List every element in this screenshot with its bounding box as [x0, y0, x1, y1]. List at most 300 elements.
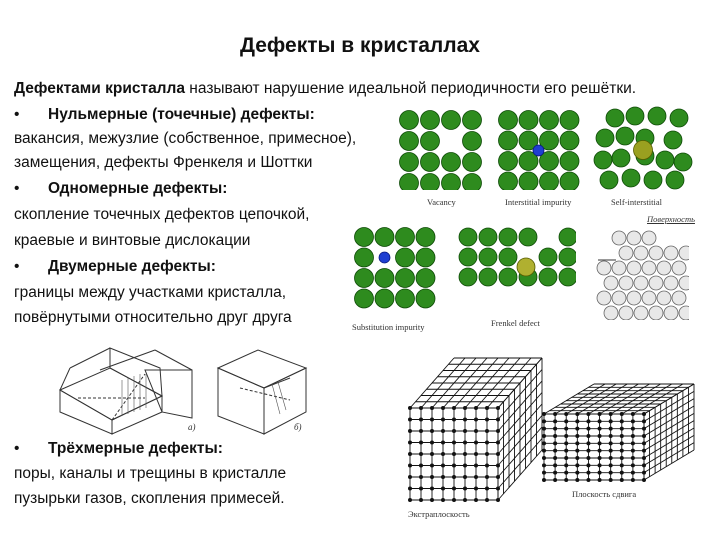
section-1-line-0: скопление точечных дефектов цепочкой, [14, 206, 310, 223]
lattice-node [463, 406, 467, 410]
lattice-node [620, 463, 624, 467]
lattice-node [564, 441, 568, 445]
atom [600, 171, 618, 189]
section-0-heading: • Нульмерные (точечные) дефекты: [14, 106, 315, 123]
lattice-node [553, 427, 557, 431]
lattice-node [430, 418, 434, 422]
lattice-node [474, 418, 478, 422]
lattice-node [485, 487, 489, 491]
atom [540, 111, 559, 130]
lattice-node [430, 498, 434, 502]
lattice-node [553, 412, 557, 416]
surface-atom [664, 306, 678, 320]
surface-atom [657, 291, 671, 305]
atom [421, 153, 440, 172]
surface-figure [594, 220, 689, 320]
lattice-node [586, 463, 590, 467]
atom [648, 107, 666, 125]
lattice-node [441, 441, 445, 445]
lattice-node [452, 429, 456, 433]
surface-atom [642, 291, 656, 305]
lattice-node [564, 434, 568, 438]
lattice-node [452, 406, 456, 410]
atom [396, 289, 415, 308]
lattice-node [496, 498, 500, 502]
lattice-node [474, 406, 478, 410]
surface-atom [657, 261, 671, 275]
atom [664, 131, 682, 149]
lattice-node [598, 427, 602, 431]
lattice-node [642, 419, 646, 423]
atom [499, 152, 518, 171]
lattice-node [408, 464, 412, 468]
lattice-node [496, 452, 500, 456]
lattice-node [598, 441, 602, 445]
surface-atom [604, 306, 618, 320]
lattice-node [419, 464, 423, 468]
surface-atom [597, 261, 611, 275]
lattice-node [463, 418, 467, 422]
lattice-node [631, 427, 635, 431]
surface-atom [597, 291, 611, 305]
lattice-node [474, 498, 478, 502]
lattice-node [642, 427, 646, 431]
lattice-node [408, 475, 412, 479]
section-3-line-1: пузырьки газов, скопления примесей. [14, 490, 285, 507]
intro-rest: называют нарушение идеальной периодичности его решётки. [185, 80, 637, 97]
lattice-node [586, 449, 590, 453]
lattice-node [463, 429, 467, 433]
lattice-node [419, 429, 423, 433]
lattice-node [463, 464, 467, 468]
lattice-node [620, 434, 624, 438]
atom [459, 268, 477, 286]
atom [519, 228, 537, 246]
section-1-line-1: краевые и винтовые дислокации [14, 232, 251, 249]
atom [463, 132, 482, 151]
atom [622, 169, 640, 187]
atom [421, 132, 440, 151]
lattice-node [542, 427, 546, 431]
lattice-node [474, 487, 478, 491]
lattice-node [609, 441, 613, 445]
atom [355, 289, 374, 308]
atom [479, 268, 497, 286]
lattice-node [485, 429, 489, 433]
lattice-node [564, 449, 568, 453]
lattice-node [642, 456, 646, 460]
atom [416, 269, 435, 288]
caption-vacancy: Vacancy [427, 197, 456, 207]
lattice-node [441, 406, 445, 410]
lattice-node [485, 418, 489, 422]
surface-atom [627, 261, 641, 275]
atom [375, 269, 394, 288]
lattice-node [564, 463, 568, 467]
surface-atom [604, 276, 618, 290]
lattice-node [609, 412, 613, 416]
lattice-node [575, 434, 579, 438]
lattice-node [485, 475, 489, 479]
atom [499, 268, 517, 286]
lattice-node [463, 441, 467, 445]
surface-atom [627, 231, 641, 245]
lattice-node [485, 441, 489, 445]
lattice-node [441, 429, 445, 433]
lattice-node [631, 478, 635, 482]
grid-line [588, 384, 638, 414]
grid-line [644, 450, 694, 480]
lattice-node [609, 463, 613, 467]
lattice-node [441, 452, 445, 456]
atom [499, 248, 517, 266]
edge-dislocation-cube [398, 350, 548, 510]
lattice-node [564, 412, 568, 416]
lattice-node [542, 419, 546, 423]
section-3-heading: • Трёхмерные дефекты: [14, 440, 223, 457]
grid-line [644, 413, 694, 443]
atom [539, 268, 557, 286]
lattice-node [631, 471, 635, 475]
lattice-node [542, 449, 546, 453]
lattice-node [441, 487, 445, 491]
lattice-node [542, 463, 546, 467]
atom [539, 248, 557, 266]
atom [400, 174, 419, 191]
caption-frenkel: Frenkel defect [491, 318, 540, 328]
lattice-node [441, 475, 445, 479]
lattice-node [474, 441, 478, 445]
lattice-node [620, 427, 624, 431]
atom [670, 109, 688, 127]
lattice-node [430, 429, 434, 433]
atom [606, 109, 624, 127]
lattice-node [609, 449, 613, 453]
lattice-node [463, 498, 467, 502]
atom [375, 228, 394, 247]
atom [499, 228, 517, 246]
lattice-node [631, 419, 635, 423]
atom [400, 111, 419, 130]
frenkel-lattice [456, 227, 576, 287]
interstitial-impurity-lattice [498, 110, 580, 190]
lattice-node [419, 475, 423, 479]
lattice-node [553, 449, 557, 453]
atom [442, 111, 461, 130]
atom [666, 171, 684, 189]
grid-line [644, 421, 694, 451]
lattice-node [586, 434, 590, 438]
surface-atom [649, 276, 663, 290]
lattice-node [463, 475, 467, 479]
atom [626, 107, 644, 125]
atom [540, 172, 559, 190]
lattice-node [631, 463, 635, 467]
lattice-node [598, 419, 602, 423]
lattice-node [542, 441, 546, 445]
caption-extra-plane: Экстраплоскость [408, 509, 470, 519]
lattice-node [485, 498, 489, 502]
lattice-node [586, 419, 590, 423]
atom [442, 153, 461, 172]
lattice-node [586, 441, 590, 445]
atom [559, 248, 576, 266]
surface-atom [642, 231, 656, 245]
section-1-heading: • Одномерные дефекты: [14, 180, 228, 197]
lattice-node [586, 412, 590, 416]
atom [355, 248, 374, 267]
atom [400, 132, 419, 151]
lattice-node [609, 427, 613, 431]
atom [421, 111, 440, 130]
lattice-node [430, 475, 434, 479]
lattice-node [642, 449, 646, 453]
lattice-node [575, 449, 579, 453]
grid-line [644, 443, 694, 473]
lattice-node [575, 412, 579, 416]
lattice-node [598, 434, 602, 438]
lattice-node [642, 434, 646, 438]
surface-atom [672, 291, 686, 305]
lattice-node [642, 441, 646, 445]
atom [463, 153, 482, 172]
lattice-node [586, 456, 590, 460]
lattice-node [564, 471, 568, 475]
lattice-node [474, 475, 478, 479]
caption-surface: Поверхность [647, 214, 695, 224]
atom [519, 111, 538, 130]
lattice-node [485, 452, 489, 456]
lattice-node [408, 406, 412, 410]
lattice-node [474, 429, 478, 433]
atom [396, 228, 415, 247]
caption-boundary-b: б) [294, 422, 302, 432]
lattice-node [408, 487, 412, 491]
lattice-node [609, 471, 613, 475]
grid-line [644, 428, 694, 458]
self-interstitial-lattice [593, 106, 693, 190]
lattice-node [575, 478, 579, 482]
lattice-node [542, 434, 546, 438]
surface-atom [619, 306, 633, 320]
lattice-node [542, 471, 546, 475]
lattice-node [452, 441, 456, 445]
atom [560, 172, 579, 190]
lattice-node [553, 478, 557, 482]
atom [560, 131, 579, 150]
surface-atom [619, 276, 633, 290]
grid-line [566, 384, 616, 414]
intro-line [14, 80, 636, 98]
atom [416, 248, 435, 267]
grid-line [544, 384, 594, 414]
surface-atom [627, 291, 641, 305]
lattice-node [598, 456, 602, 460]
lattice-node [408, 429, 412, 433]
lattice-node [553, 419, 557, 423]
lattice-node [452, 487, 456, 491]
lattice-node [463, 452, 467, 456]
lattice-node [408, 441, 412, 445]
lattice-node [452, 475, 456, 479]
lattice-node [452, 452, 456, 456]
lattice-node [575, 427, 579, 431]
lattice-node [564, 419, 568, 423]
grid-line [577, 384, 627, 414]
atom [656, 151, 674, 169]
lattice-node [430, 464, 434, 468]
atom [355, 228, 374, 247]
lattice-node [485, 464, 489, 468]
lattice-node [419, 441, 423, 445]
atom [355, 269, 374, 288]
lattice-node [586, 471, 590, 475]
lattice-node [553, 471, 557, 475]
lattice-node [609, 434, 613, 438]
atom [560, 152, 579, 171]
lattice-node [609, 456, 613, 460]
lattice-node [564, 478, 568, 482]
lattice-node [609, 419, 613, 423]
atom [459, 228, 477, 246]
intro-bold: Дефектами кристалла [14, 80, 185, 97]
atom [459, 248, 477, 266]
section-2-line-0: границы между участками кристалла, [14, 284, 287, 301]
lattice-node [430, 406, 434, 410]
lattice-node [620, 449, 624, 453]
surface-atom [619, 246, 633, 260]
atom [463, 111, 482, 130]
lattice-node [553, 456, 557, 460]
atom [559, 268, 576, 286]
lattice-node [575, 463, 579, 467]
lattice-node [430, 487, 434, 491]
surface-atom [679, 306, 689, 320]
atom [499, 111, 518, 130]
section-0-line-1: замещения, дефекты Френкеля и Шоттки [14, 154, 313, 171]
atom [416, 228, 435, 247]
lattice-node [496, 406, 500, 410]
lattice-node [430, 441, 434, 445]
grid-line [644, 406, 694, 436]
lattice-node [620, 456, 624, 460]
surface-atom [634, 306, 648, 320]
lattice-node [553, 463, 557, 467]
caption-boundary-a: а) [188, 422, 196, 432]
atom [396, 269, 415, 288]
surface-atom [634, 276, 648, 290]
self-interstitial-atom [634, 141, 653, 160]
grain-boundary-figure [50, 338, 312, 438]
grid-line [555, 384, 605, 414]
lattice-node [598, 449, 602, 453]
lattice-node [620, 412, 624, 416]
lattice-node [631, 456, 635, 460]
lattice-node [564, 427, 568, 431]
lattice-node [642, 471, 646, 475]
lattice-node [441, 418, 445, 422]
lattice-node [598, 463, 602, 467]
lattice-node [620, 441, 624, 445]
vacancy-lattice [398, 110, 484, 190]
atom [644, 171, 662, 189]
atom [416, 289, 435, 308]
lattice-node [430, 452, 434, 456]
surface-atom [664, 246, 678, 260]
lattice-node [542, 412, 546, 416]
lattice-node [542, 456, 546, 460]
lattice-node [575, 441, 579, 445]
lattice-node [419, 498, 423, 502]
atom [519, 172, 538, 190]
atom [594, 151, 612, 169]
lattice-node [496, 441, 500, 445]
lattice-node [496, 487, 500, 491]
caption-slip-plane: Плоскость сдвига [572, 489, 637, 499]
atom [612, 149, 630, 167]
lattice-node [598, 412, 602, 416]
section-3-line-0: поры, каналы и трещины в кристалле [14, 465, 287, 482]
lattice-node [441, 498, 445, 502]
lattice-node [631, 434, 635, 438]
section-2-line-1: повёрнутыми относительно друг друга [14, 309, 292, 326]
lattice-node [419, 418, 423, 422]
lattice-node [408, 452, 412, 456]
surface-atom [612, 291, 626, 305]
substitution-lattice [354, 227, 438, 315]
lattice-node [642, 412, 646, 416]
lattice-node [609, 478, 613, 482]
grid-line [644, 435, 694, 465]
surface-atom [649, 306, 663, 320]
lattice-node [586, 427, 590, 431]
lattice-node [631, 412, 635, 416]
lattice-node [642, 478, 646, 482]
lattice-node [452, 498, 456, 502]
atom [421, 174, 440, 191]
lattice-node [620, 478, 624, 482]
lattice-node [542, 478, 546, 482]
surface-atom [634, 246, 648, 260]
atom [499, 131, 518, 150]
lattice-node [496, 464, 500, 468]
atom [479, 248, 497, 266]
lattice-node [474, 452, 478, 456]
surface-atom [679, 246, 689, 260]
surface-atom [664, 276, 678, 290]
atom [375, 289, 394, 308]
lattice-node [496, 429, 500, 433]
atom [400, 153, 419, 172]
section-0-line-0: вакансия, межузлие (собственное, примесное), [14, 130, 357, 147]
lattice-node [452, 418, 456, 422]
surface-atom [672, 261, 686, 275]
lattice-node [620, 419, 624, 423]
page-title: Дефекты в кристаллах [240, 34, 480, 57]
lattice-node [463, 487, 467, 491]
lattice-node [452, 464, 456, 468]
lattice-node [419, 452, 423, 456]
lattice-node [598, 471, 602, 475]
surface-atom [612, 231, 626, 245]
surface-atom [642, 261, 656, 275]
lattice-node [485, 406, 489, 410]
atom [560, 111, 579, 130]
section-2-heading: • Двумерные дефекты: [14, 258, 216, 275]
lattice-node [419, 487, 423, 491]
lattice-node [631, 449, 635, 453]
lattice-node [575, 471, 579, 475]
